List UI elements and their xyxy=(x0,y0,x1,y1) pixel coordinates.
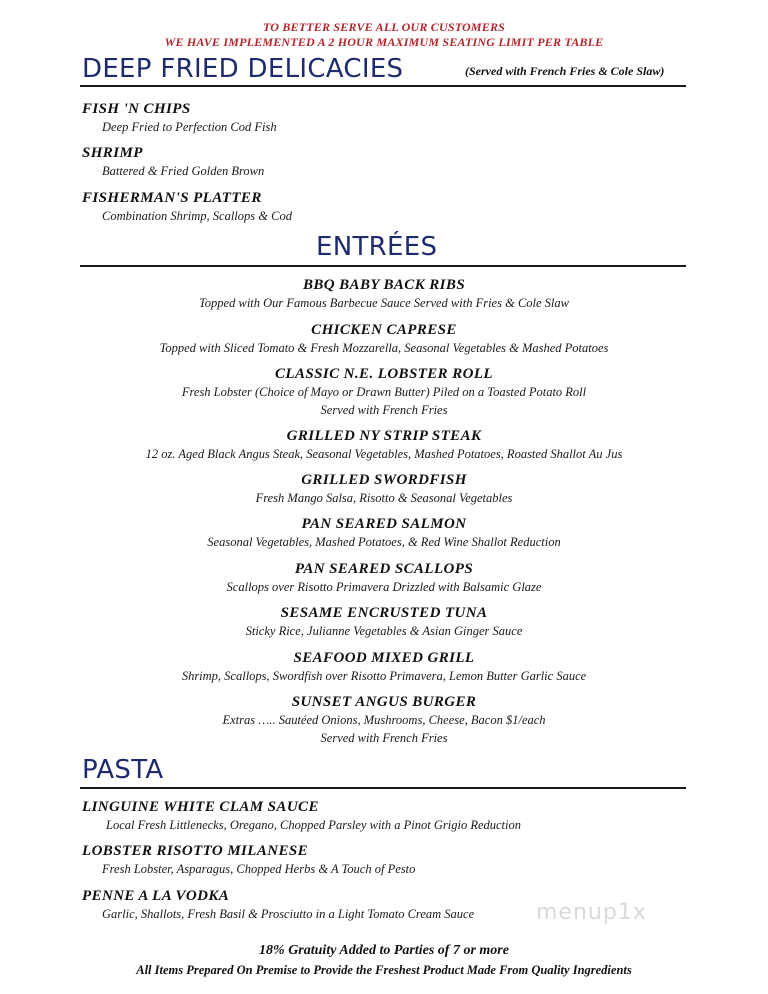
item-name: PENNE A LA VODKA xyxy=(82,888,230,904)
menu-item xyxy=(0,427,768,463)
item-name: CHICKEN CAPRESE xyxy=(311,322,457,338)
item-name: SEAFOOD MIXED GRILL xyxy=(293,650,475,666)
item-description: Fresh Mango Salsa, Risotto & Seasonal Vegetables xyxy=(255,491,513,505)
item-name: FISH 'N CHIPS xyxy=(82,101,191,117)
menu-item xyxy=(82,798,521,834)
menu-item xyxy=(0,604,768,640)
item-description: 12 oz. Aged Black Angus Steak, Seasonal Vegetables, Mashed Potatoes, Roasted Shallot Au Jus xyxy=(145,447,623,461)
item-description: Topped with Sliced Tomato & Fresh Mozzarella, Seasonal Vegetables & Mashed Potatoes xyxy=(159,341,609,355)
item-description: Fresh Lobster (Choice of Mayo or Drawn Butter) Piled on a Toasted Potato Roll xyxy=(181,385,587,399)
gratuity-note: 18% Gratuity Added to Parties of 7 or more xyxy=(259,943,509,958)
item-description: Topped with Our Famous Barbecue Sauce Served with Fries & Cole Slaw xyxy=(199,296,569,310)
section-note-deep-fried: (Served with French Fries & Cole Slaw) xyxy=(465,64,665,78)
menu-item xyxy=(82,144,264,180)
item-name: CLASSIC N.E. LOBSTER ROLL xyxy=(275,366,493,382)
quality-note: All Items Prepared On Premise to Provide the Freshest Product Made From Quality Ingredients xyxy=(136,963,632,977)
menu-item xyxy=(82,100,277,136)
menu-item xyxy=(0,560,768,596)
menu-item xyxy=(0,471,768,507)
menu-item xyxy=(0,365,768,419)
menu-item xyxy=(82,887,474,923)
seating-notice-line-2: WE HAVE IMPLEMENTED A 2 HOUR MAXIMUM SEATING LIMIT PER TABLE xyxy=(164,35,604,49)
menu-item xyxy=(0,649,768,685)
item-description: Scallops over Risotto Primavera Drizzled with Balsamic Glaze xyxy=(226,580,542,594)
item-name: SUNSET ANGUS BURGER xyxy=(291,694,477,710)
item-description: Battered & Fried Golden Brown xyxy=(102,164,265,178)
menu-item xyxy=(0,693,768,747)
item-description: Deep Fried to Perfection Cod Fish xyxy=(102,120,277,134)
item-name: BBQ BABY BACK RIBS xyxy=(302,277,466,293)
section-divider xyxy=(80,787,686,789)
item-description: Extras ….. Sautéed Onions, Mushrooms, Cheese, Bacon $1/each xyxy=(222,713,546,727)
menu-item xyxy=(0,321,768,357)
watermark: menup1x xyxy=(536,900,647,925)
menu-item xyxy=(0,276,768,312)
item-description-line-2: Served with French Fries xyxy=(320,731,448,745)
section-divider xyxy=(80,85,686,87)
item-description: Local Fresh Littlenecks, Oregano, Chopped Parsley with a Pinot Grigio Reduction xyxy=(106,818,521,832)
item-description: Garlic, Shallots, Fresh Basil & Prosciutto in a Light Tomato Cream Sauce xyxy=(102,907,475,921)
item-name: FISHERMAN'S PLATTER xyxy=(82,190,262,206)
item-name: PAN SEARED SALMON xyxy=(301,516,467,532)
item-name: LOBSTER RISOTTO MILANESE xyxy=(82,843,309,859)
item-name: SHRIMP xyxy=(82,145,143,161)
item-description: Seasonal Vegetables, Mashed Potatoes, & Red Wine Shallot Reduction xyxy=(207,535,561,549)
menu-item xyxy=(0,515,768,551)
item-name: GRILLED SWORDFISH xyxy=(301,472,467,488)
item-description: Shrimp, Scallops, Swordfish over Risotto Primavera, Lemon Butter Garlic Sauce xyxy=(181,669,587,683)
section-title-pasta: PASTA xyxy=(82,755,164,785)
menu-item xyxy=(82,189,292,225)
item-name: SESAME ENCRUSTED TUNA xyxy=(280,605,488,621)
item-description-line-2: Served with French Fries xyxy=(320,403,448,417)
item-description: Sticky Rice, Julianne Vegetables & Asian Ginger Sauce xyxy=(245,624,523,638)
item-description: Combination Shrimp, Scallops & Cod xyxy=(102,209,292,223)
item-name: LINGUINE WHITE CLAM SAUCE xyxy=(82,799,319,815)
menu-item xyxy=(82,842,415,878)
seating-notice-line-1: TO BETTER SERVE ALL OUR CUSTOMERS xyxy=(262,20,506,34)
item-description: Fresh Lobster, Asparagus, Chopped Herbs & A Touch of Pesto xyxy=(102,862,416,876)
item-name: GRILLED NY STRIP STEAK xyxy=(286,428,482,444)
section-title-deep-fried: DEEP FRIED DELICACIES xyxy=(82,54,404,84)
item-name: PAN SEARED SCALLOPS xyxy=(294,561,474,577)
section-title-entrees: ENTRÉES xyxy=(316,232,438,262)
section-divider xyxy=(80,265,686,267)
